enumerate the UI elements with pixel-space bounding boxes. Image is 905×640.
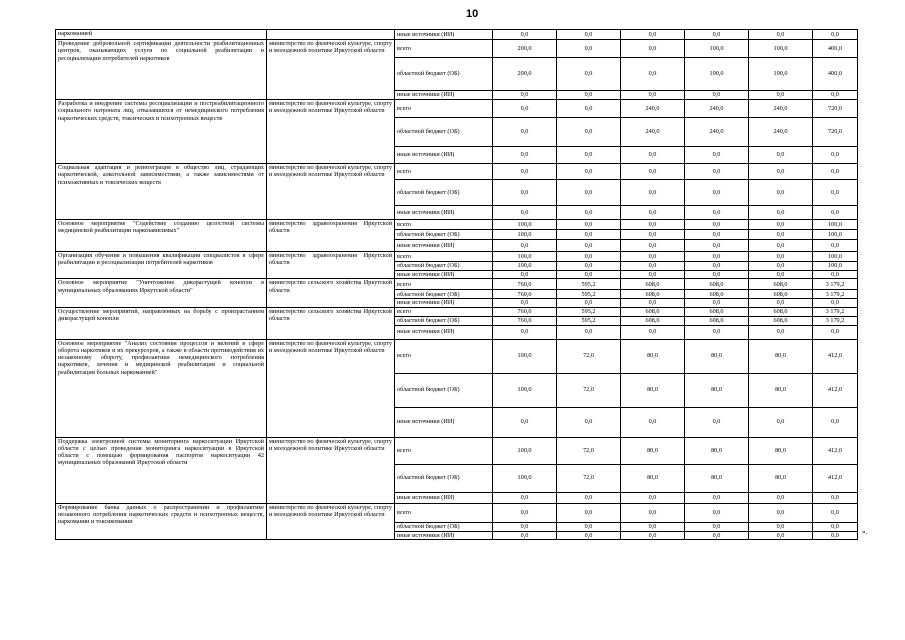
- activity-description: Основное мероприятие "Анализ состояния процессов и явлений в сфере оборота наркотиков и их прекурсоров, а также в области противодействия их незаконному обороту, профилактики немедицинского потребления наркотиков, лечения и медицинской реабилитации и социальной реабилитации больных наркоманией": [56, 339, 267, 437]
- amount-total: 400,0: [813, 40, 858, 58]
- amount-year-3: 80,0: [621, 339, 685, 373]
- amount-total: 100,0: [813, 230, 858, 240]
- amount-year-2: 0,0: [557, 30, 621, 40]
- amount-year-1: 100,0: [493, 373, 557, 407]
- amount-year-5: 0,0: [749, 91, 813, 100]
- amount-year-1: 0,0: [493, 147, 557, 164]
- page-number: 10: [466, 8, 479, 20]
- responsible-executor: [267, 30, 395, 40]
- funding-source: областной бюджет (ОБ): [395, 464, 493, 492]
- amount-total: 720,0: [813, 100, 858, 118]
- amount-year-2: 595,2: [557, 316, 621, 325]
- amount-year-1: 100,0: [493, 464, 557, 492]
- amount-year-5: 0,0: [749, 164, 813, 180]
- amount-total: 0,0: [813, 30, 858, 40]
- amount-year-2: 0,0: [557, 206, 621, 220]
- amount-year-5: 608,0: [749, 316, 813, 325]
- amount-year-4: 0,0: [685, 271, 749, 279]
- amount-year-4: 0,0: [685, 147, 749, 164]
- amount-year-4: 0,0: [685, 407, 749, 437]
- responsible-executor: министерство сельского хозяйства Иркутской области: [267, 279, 395, 307]
- amount-year-5: 0,0: [749, 503, 813, 522]
- amount-total: 100,0: [813, 262, 858, 271]
- amount-year-3: 0,0: [621, 492, 685, 503]
- amount-year-3: 0,0: [621, 531, 685, 539]
- amount-year-3: 0,0: [621, 180, 685, 206]
- amount-year-4: 0,0: [685, 262, 749, 271]
- amount-total: 3 179,2: [813, 279, 858, 290]
- funding-source: иные источники (ИИ): [395, 271, 493, 279]
- amount-total: 400,0: [813, 58, 858, 91]
- funding-source: иные источники (ИИ): [395, 407, 493, 437]
- amount-total: 0,0: [813, 299, 858, 307]
- amount-total: 720,0: [813, 118, 858, 147]
- amount-year-2: 0,0: [557, 91, 621, 100]
- table-row: [56, 220, 858, 230]
- amount-year-3: 608,0: [621, 307, 685, 316]
- amount-year-4: 240,0: [685, 100, 749, 118]
- amount-year-4: 0,0: [685, 503, 749, 522]
- amount-year-3: 0,0: [621, 206, 685, 220]
- amount-total: 0,0: [813, 492, 858, 503]
- amount-year-3: 0,0: [621, 503, 685, 522]
- amount-total: 0,0: [813, 503, 858, 522]
- amount-year-5: 100,0: [749, 58, 813, 91]
- funding-source: областной бюджет (ОБ): [395, 262, 493, 271]
- table-row: [56, 40, 858, 58]
- amount-year-2: 0,0: [557, 40, 621, 58]
- amount-year-1: 760,0: [493, 279, 557, 290]
- amount-year-2: 0,0: [557, 271, 621, 279]
- amount-year-4: 0,0: [685, 492, 749, 503]
- responsible-executor: министерство по физической культуре, спорту и молодежной политике Иркутской области: [267, 339, 395, 437]
- amount-year-1: 760,0: [493, 290, 557, 299]
- amount-year-4: 80,0: [685, 437, 749, 464]
- amount-year-1: 100,0: [493, 262, 557, 271]
- activity-description: наркоманией: [56, 30, 267, 40]
- amount-total: 0,0: [813, 180, 858, 206]
- amount-year-5: 0,0: [749, 407, 813, 437]
- program-funding-table: [55, 29, 858, 540]
- amount-year-1: 0,0: [493, 91, 557, 100]
- amount-year-5: 0,0: [749, 262, 813, 271]
- amount-year-3: 0,0: [621, 58, 685, 91]
- amount-year-5: 0,0: [749, 299, 813, 307]
- amount-year-4: 0,0: [685, 180, 749, 206]
- responsible-executor: министерство здравоохранения Иркутской области: [267, 252, 395, 279]
- funding-source: областной бюджет (ОБ): [395, 118, 493, 147]
- amount-year-3: 0,0: [621, 147, 685, 164]
- amount-year-2: 595,2: [557, 307, 621, 316]
- amount-year-2: 0,0: [557, 262, 621, 271]
- amount-year-4: 240,0: [685, 118, 749, 147]
- amount-year-3: 0,0: [621, 40, 685, 58]
- amount-year-2: 0,0: [557, 180, 621, 206]
- funding-source: иные источники (ИИ): [395, 206, 493, 220]
- activity-description: Разработка и внедрение системы ресоциализации и постреабилитационного социального патроната лиц, отказавшихся от немедицинского потребления наркотических средств, токсических и психотропных веществ: [56, 100, 267, 164]
- amount-year-2: 0,0: [557, 531, 621, 539]
- amount-total: 412,0: [813, 339, 858, 373]
- amount-year-4: 0,0: [685, 91, 749, 100]
- amount-year-2: 0,0: [557, 407, 621, 437]
- closing-quote-mark: ».: [862, 528, 868, 536]
- amount-year-3: 0,0: [621, 262, 685, 271]
- amount-year-5: 240,0: [749, 100, 813, 118]
- amount-year-2: 0,0: [557, 230, 621, 240]
- amount-year-2: 0,0: [557, 118, 621, 147]
- amount-year-4: 100,0: [685, 40, 749, 58]
- amount-year-5: 0,0: [749, 252, 813, 262]
- amount-year-1: 760,0: [493, 307, 557, 316]
- amount-year-5: 0,0: [749, 240, 813, 252]
- amount-total: 0,0: [813, 164, 858, 180]
- amount-year-3: 240,0: [621, 118, 685, 147]
- amount-year-3: 608,0: [621, 290, 685, 299]
- amount-year-3: 0,0: [621, 299, 685, 307]
- amount-year-3: 0,0: [621, 325, 685, 339]
- responsible-executor: министерство по физической культуре, спорту и молодежной политике Иркутской области: [267, 437, 395, 503]
- table-row: [56, 30, 858, 40]
- funding-source: всего: [395, 40, 493, 58]
- funding-source: иные источники (ИИ): [395, 299, 493, 307]
- funding-source: иные источники (ИИ): [395, 147, 493, 164]
- amount-year-3: 80,0: [621, 373, 685, 407]
- funding-source: всего: [395, 339, 493, 373]
- funding-source: всего: [395, 252, 493, 262]
- amount-year-1: 0,0: [493, 240, 557, 252]
- amount-year-1: 0,0: [493, 118, 557, 147]
- amount-year-5: 0,0: [749, 220, 813, 230]
- amount-total: 3 179,2: [813, 316, 858, 325]
- activity-description: Поддержка электронной системы мониторинга наркоситуации Иркутской области с целью проведения мониторинга наркоситуации в Иркутской области с помощью формирования паспортов наркоситуации 42 муниципальных образований Иркутской области: [56, 437, 267, 503]
- amount-year-1: 100,0: [493, 252, 557, 262]
- funding-source: иные источники (ИИ): [395, 91, 493, 100]
- amount-year-4: 0,0: [685, 522, 749, 531]
- amount-year-2: 72,0: [557, 373, 621, 407]
- amount-year-2: 0,0: [557, 252, 621, 262]
- amount-year-5: 608,0: [749, 290, 813, 299]
- amount-year-2: 0,0: [557, 522, 621, 531]
- amount-year-4: 0,0: [685, 220, 749, 230]
- amount-year-1: 0,0: [493, 503, 557, 522]
- amount-year-1: 0,0: [493, 531, 557, 539]
- amount-year-3: 80,0: [621, 437, 685, 464]
- responsible-executor: министерство по физической культуре, спорту и молодежной политике Иркутской области: [267, 40, 395, 100]
- amount-year-4: 80,0: [685, 373, 749, 407]
- amount-year-2: 595,2: [557, 279, 621, 290]
- funding-source: областной бюджет (ОБ): [395, 373, 493, 407]
- amount-year-5: 80,0: [749, 464, 813, 492]
- amount-year-5: 0,0: [749, 30, 813, 40]
- responsible-executor: министерство по физической культуре, спорту и молодежной политике Иркутской области: [267, 100, 395, 164]
- amount-year-4: 608,0: [685, 290, 749, 299]
- amount-year-1: 100,0: [493, 230, 557, 240]
- amount-total: 412,0: [813, 373, 858, 407]
- funding-source: областной бюджет (ОБ): [395, 522, 493, 531]
- funding-source: всего: [395, 100, 493, 118]
- amount-year-1: 100,0: [493, 339, 557, 373]
- amount-year-5: 100,0: [749, 40, 813, 58]
- amount-year-3: 0,0: [621, 30, 685, 40]
- table-row: [56, 437, 858, 464]
- amount-year-3: 0,0: [621, 164, 685, 180]
- amount-year-5: 80,0: [749, 339, 813, 373]
- amount-year-1: 100,0: [493, 220, 557, 230]
- amount-year-3: 0,0: [621, 91, 685, 100]
- funding-source: всего: [395, 279, 493, 290]
- amount-year-4: 80,0: [685, 464, 749, 492]
- amount-total: 0,0: [813, 147, 858, 164]
- amount-year-4: 0,0: [685, 206, 749, 220]
- amount-total: 0,0: [813, 531, 858, 539]
- activity-description: Организация обучения и повышения квалификации специалистов в сфере реабилитации и ресоциализации потребителей наркотиков: [56, 252, 267, 279]
- amount-year-4: 608,0: [685, 279, 749, 290]
- amount-year-3: 80,0: [621, 464, 685, 492]
- amount-year-4: 0,0: [685, 531, 749, 539]
- amount-year-2: 0,0: [557, 325, 621, 339]
- amount-total: 412,0: [813, 437, 858, 464]
- amount-year-4: 0,0: [685, 30, 749, 40]
- funding-source: иные источники (ИИ): [395, 531, 493, 539]
- funding-source: всего: [395, 220, 493, 230]
- funding-source: иные источники (ИИ): [395, 240, 493, 252]
- amount-year-4: 608,0: [685, 316, 749, 325]
- amount-year-3: 0,0: [621, 240, 685, 252]
- amount-year-2: 0,0: [557, 147, 621, 164]
- amount-year-1: 0,0: [493, 522, 557, 531]
- amount-year-5: 608,0: [749, 279, 813, 290]
- responsible-executor: министерство по физической культуре, спорту и молодежной политике Иркутской области: [267, 503, 395, 539]
- funding-source: областной бюджет (ОБ): [395, 230, 493, 240]
- amount-year-4: 0,0: [685, 164, 749, 180]
- table-row: [56, 100, 858, 118]
- amount-year-5: 0,0: [749, 531, 813, 539]
- funding-source: областной бюджет (ОБ): [395, 290, 493, 299]
- amount-year-3: 0,0: [621, 230, 685, 240]
- amount-year-4: 0,0: [685, 230, 749, 240]
- amount-year-4: 0,0: [685, 299, 749, 307]
- table-row: [56, 252, 858, 262]
- amount-total: 3 179,2: [813, 290, 858, 299]
- amount-year-3: 0,0: [621, 220, 685, 230]
- amount-year-2: 0,0: [557, 492, 621, 503]
- responsible-executor: министерство сельского хозяйства Иркутской области: [267, 307, 395, 339]
- amount-year-2: 595,2: [557, 290, 621, 299]
- amount-year-3: 0,0: [621, 271, 685, 279]
- amount-year-1: 0,0: [493, 407, 557, 437]
- amount-year-4: 608,0: [685, 307, 749, 316]
- amount-year-2: 72,0: [557, 464, 621, 492]
- amount-year-5: 0,0: [749, 522, 813, 531]
- amount-total: 100,0: [813, 252, 858, 262]
- amount-year-5: 0,0: [749, 230, 813, 240]
- amount-year-3: 608,0: [621, 279, 685, 290]
- amount-year-2: 0,0: [557, 58, 621, 91]
- funding-source: областной бюджет (ОБ): [395, 316, 493, 325]
- funding-source: всего: [395, 437, 493, 464]
- activity-description: Проведение добровольной сертификации деятельности реабилитационных центров, оказывающих услуги по социальной реабилитации и ресоциализации потребителей наркотиков: [56, 40, 267, 100]
- amount-year-4: 100,0: [685, 58, 749, 91]
- amount-year-2: 0,0: [557, 220, 621, 230]
- amount-total: 3 179,2: [813, 307, 858, 316]
- amount-year-5: 0,0: [749, 206, 813, 220]
- activity-description: Основное мероприятие "Уничтожение дикорастущей конопли в муниципальных образованиях Иркутской области": [56, 279, 267, 307]
- amount-year-4: 80,0: [685, 339, 749, 373]
- amount-year-4: 0,0: [685, 240, 749, 252]
- amount-total: 0,0: [813, 206, 858, 220]
- table-row: [56, 503, 858, 522]
- amount-year-5: 608,0: [749, 307, 813, 316]
- activity-description: Формирование банка данных о распространении и профилактике незаконного потребления наркотических средств и психотропных веществ, наркомании и токсикомании: [56, 503, 267, 539]
- amount-year-2: 0,0: [557, 100, 621, 118]
- table-row: [56, 279, 858, 290]
- amount-year-5: 0,0: [749, 180, 813, 206]
- activity-description: Осуществление мероприятий, направленных на борьбу с произрастанием дикорастущей конопли: [56, 307, 267, 339]
- amount-year-3: 608,0: [621, 316, 685, 325]
- amount-year-2: 0,0: [557, 503, 621, 522]
- amount-total: 0,0: [813, 240, 858, 252]
- amount-year-1: 0,0: [493, 30, 557, 40]
- activity-description: Основное мероприятие "Содействие созданию целостной системы медицинской реабилитации наркозависимых": [56, 220, 267, 252]
- amount-year-4: 0,0: [685, 252, 749, 262]
- amount-year-5: 240,0: [749, 118, 813, 147]
- amount-total: 0,0: [813, 325, 858, 339]
- funding-source: всего: [395, 164, 493, 180]
- funding-source: всего: [395, 307, 493, 316]
- amount-year-1: 0,0: [493, 206, 557, 220]
- amount-year-2: 0,0: [557, 164, 621, 180]
- amount-year-5: 0,0: [749, 492, 813, 503]
- amount-year-1: 0,0: [493, 492, 557, 503]
- amount-year-3: 0,0: [621, 407, 685, 437]
- responsible-executor: министерство здравоохранения Иркутской области: [267, 220, 395, 252]
- amount-year-2: 0,0: [557, 299, 621, 307]
- table-row: [56, 307, 858, 316]
- amount-year-4: 0,0: [685, 325, 749, 339]
- amount-year-5: 0,0: [749, 325, 813, 339]
- amount-year-5: 80,0: [749, 373, 813, 407]
- funding-source: областной бюджет (ОБ): [395, 180, 493, 206]
- amount-total: 100,0: [813, 220, 858, 230]
- amount-year-1: 200,0: [493, 58, 557, 91]
- responsible-executor: министерство по физической культуре, спорту и молодежной политике Иркутской области: [267, 164, 395, 220]
- amount-year-1: 0,0: [493, 325, 557, 339]
- amount-year-2: 0,0: [557, 240, 621, 252]
- amount-year-1: 0,0: [493, 271, 557, 279]
- funding-source: иные источники (ИИ): [395, 325, 493, 339]
- table-row: [56, 339, 858, 373]
- amount-year-1: 200,0: [493, 40, 557, 58]
- amount-year-1: 0,0: [493, 299, 557, 307]
- activity-description: Социальная адаптация и реинтеграция в общество лиц, страдающих наркотической, алкогольной зависимостями, а также зависимостями от психоактивных и токсических веществ: [56, 164, 267, 220]
- table-row: [56, 164, 858, 180]
- amount-year-5: 0,0: [749, 147, 813, 164]
- amount-year-1: 0,0: [493, 100, 557, 118]
- amount-total: 0,0: [813, 407, 858, 437]
- funding-source: всего: [395, 503, 493, 522]
- amount-year-1: 0,0: [493, 164, 557, 180]
- amount-total: 0,0: [813, 271, 858, 279]
- funding-source: иные источники (ИИ): [395, 492, 493, 503]
- funding-source: иные источники (ИИ): [395, 30, 493, 40]
- amount-year-1: 0,0: [493, 180, 557, 206]
- amount-year-3: 240,0: [621, 100, 685, 118]
- amount-year-2: 72,0: [557, 339, 621, 373]
- amount-total: 412,0: [813, 464, 858, 492]
- funding-source: областной бюджет (ОБ): [395, 58, 493, 91]
- amount-year-5: 80,0: [749, 437, 813, 464]
- amount-year-1: 760,0: [493, 316, 557, 325]
- amount-total: 0,0: [813, 522, 858, 531]
- amount-year-3: 0,0: [621, 252, 685, 262]
- amount-year-3: 0,0: [621, 522, 685, 531]
- amount-total: 0,0: [813, 91, 858, 100]
- amount-year-5: 0,0: [749, 271, 813, 279]
- amount-year-1: 100,0: [493, 437, 557, 464]
- amount-year-2: 72,0: [557, 437, 621, 464]
